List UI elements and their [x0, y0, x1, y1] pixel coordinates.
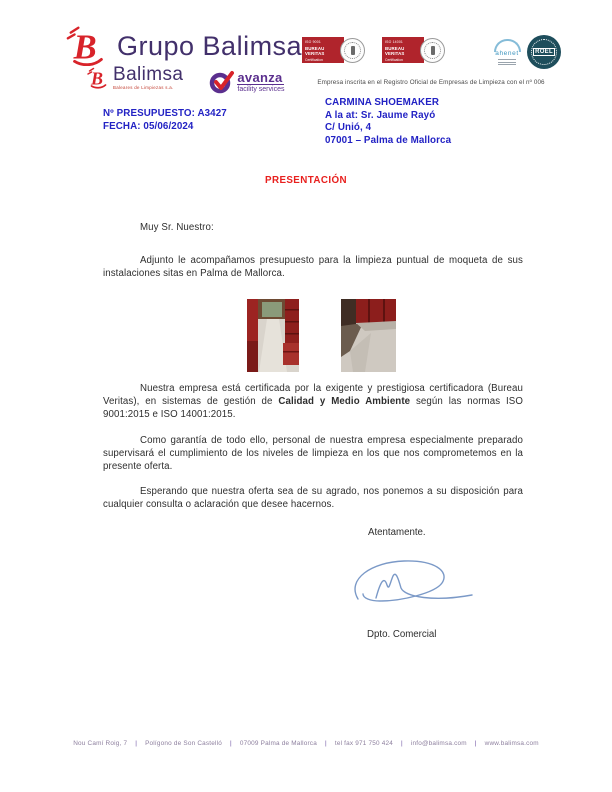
salutation: Muy Sr. Nuestro:: [140, 222, 214, 233]
avanza-subtext: facility services: [237, 86, 285, 93]
footer-separator: |: [401, 740, 403, 747]
footer-separator: |: [135, 740, 138, 747]
budget-number: Nº PRESUPUESTO: A3427: [103, 108, 227, 119]
recipient-address-block: [325, 97, 451, 147]
roel-wordmark: ROEL: [533, 48, 556, 56]
bureau-veritas-seal-icon: [340, 38, 365, 63]
body-paragraph-2: [103, 382, 523, 421]
bureau-veritas-seal-icon: [420, 38, 445, 63]
badge-certifier-name: BUREAU VERITAS: [385, 46, 405, 56]
svg-text:B: B: [91, 68, 104, 89]
recipient-company: CARMINA SHOEMAKER: [325, 97, 440, 108]
avanza-logo: [209, 70, 284, 94]
iso14001-bureau-veritas-badge: [382, 37, 445, 63]
recipient-attention: A la at: Sr. Jaume Rayó: [325, 109, 436, 121]
badge-certification-word: Certification: [305, 57, 323, 62]
badge-certifier-name: BUREAU VERITAS: [305, 46, 325, 56]
body-paragraph-1: Adjunto le acompañamos presupuesto para la limpieza puntual de moqueta de sus instalaciones sitas en Palma de Mallorca.: [103, 255, 523, 279]
badge-certification-word: Certification: [385, 57, 403, 62]
balimsa-b-small-icon: [86, 67, 110, 89]
balimsa-b-icon: [64, 26, 110, 66]
ahenet-logo: [486, 39, 528, 65]
avanza-check-icon: [209, 70, 234, 94]
facility-photo-carpet: [341, 299, 396, 372]
badge-iso-number: ISO 9001: [305, 40, 321, 44]
footer-district: Polígono de Son Castelló: [145, 740, 223, 747]
budget-date: FECHA: 05/06/2024: [103, 120, 194, 132]
grupo-balimsa-logo: [64, 26, 302, 66]
certification-badges: [302, 37, 445, 63]
recipient-city: 07001 – Palma de Mallorca: [325, 134, 452, 146]
footer-email: info@balimsa.com: [410, 740, 467, 747]
closing-salutation: Atentamente.: [368, 527, 426, 538]
svg-text:B: B: [73, 28, 97, 66]
badge-iso-number: ISO 14001: [385, 40, 404, 44]
body-paragraph-4: Esperando que nuestra oferta sea de su agrado, nos ponemos a su disposición para cualquier consulta o aclaración que desee hacernos.: [103, 486, 523, 510]
grupo-balimsa-wordmark: Grupo Balimsa: [117, 30, 303, 61]
iso9001-bureau-veritas-badge: [302, 37, 365, 63]
footer-address: Nou Camí Roig, 7: [73, 740, 128, 747]
footer: [0, 740, 612, 747]
footer-phone: tel fax 971 750 424: [334, 740, 394, 747]
facility-photo-corridor: [247, 299, 299, 372]
recipient-street: C/ Unió, 4: [325, 122, 372, 134]
balimsa-logo: [86, 66, 183, 90]
paragraph-2-bold-text: Calidad y Medio Ambiente: [278, 396, 411, 407]
paragraph-2-text: según las normas ISO 9001:2015 e ISO 14001:2015.: [103, 396, 523, 420]
roel-logo: [527, 35, 561, 69]
ahenet-subtext-lines: [498, 59, 516, 65]
balimsa-tagline: Baleares de Limpiezas s.a.: [113, 85, 174, 90]
avanza-wordmark: avanza: [237, 70, 283, 85]
registry-note: Empresa inscrita en el Registro Oficial de Empresas de Limpieza con el nº 006: [317, 79, 545, 86]
budget-reference-block: [103, 108, 227, 133]
ahenet-wordmark: ahenet: [495, 50, 519, 57]
body-paragraph-3: Como garantía de todo ello, personal de nuestra empresa especialmente preparado supervisará el cumplimiento de los niveles de limpieza en los que nos comprometemos en la presente oferta.: [103, 435, 523, 472]
signature-scribble: [342, 557, 477, 609]
sub-logos: [86, 66, 284, 94]
footer-website: www.balimsa.com: [484, 740, 539, 747]
signature-department: Dpto. Comercial: [367, 629, 437, 640]
iso9001-badge-label: [302, 37, 344, 63]
letter-title: PRESENTACIÓN: [265, 175, 347, 186]
iso14001-badge-label: [382, 37, 424, 63]
balimsa-wordmark: Balimsa: [113, 64, 184, 85]
paragraph-2-text: Nuestra empresa está certificada por la exigente y prestigiosa certificadora (Bureau Veritas), en sistemas de gestión de: [103, 383, 523, 407]
footer-separator: |: [230, 740, 232, 747]
footer-separator: |: [474, 740, 477, 747]
roel-ring-icon: [531, 39, 557, 65]
footer-separator: |: [324, 740, 327, 747]
footer-city: 07009 Palma de Mallorca: [239, 740, 317, 747]
